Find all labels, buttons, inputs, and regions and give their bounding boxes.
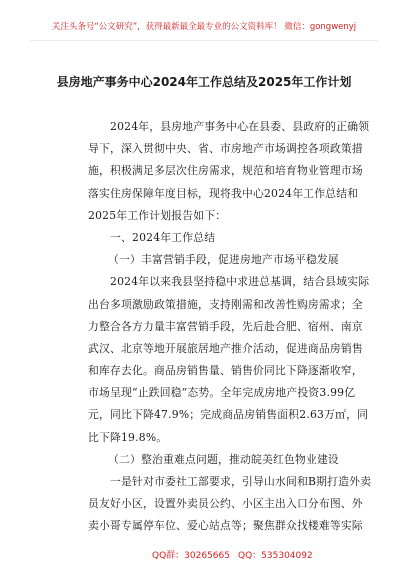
body-line: 2025年工作计划报告如下： [88, 208, 227, 222]
banner-divider [30, 40, 378, 41]
document-title: 县房地产事务中心2024年工作总结及2025年工作计划 [56, 75, 352, 89]
body-line: 武汉、北京等地开展旅居地产推介活动，促进商品房销售 [88, 341, 363, 355]
subsection-heading: （一）丰富营销手段，促进房地产市场平稳发展 [108, 253, 339, 267]
document-body [88, 116, 372, 538]
body-line: 卖小哥专属停车位、爱心站点等；聚焦群众找楼难等实际 [88, 519, 363, 533]
body-line: 2024年以来我县坚持稳中求进总基调，结合县域实际 [110, 275, 370, 289]
body-line: 力整合各方力量丰富营销手段，先后赴合肥、宿州、南京 [88, 319, 363, 333]
section-heading: 一、2024年工作总结 [110, 230, 216, 244]
body-line: 施，积极满足多层次住房需求，规范和培育物业管理市场 [88, 164, 363, 178]
body-line: 出台多项激励政策措施，支持刚需和改善性购房需求；全 [88, 297, 363, 311]
footer-qq-contact: QQ：535304092 [238, 551, 313, 561]
body-line: 元，同比下降47.9%；完成商品房销售面积2.63万㎡，同 [88, 408, 369, 422]
body-line: 导下，深入贯彻中央、省、市房地产市场调控各项政策措 [88, 142, 363, 156]
body-line: 一是针对市委社工部要求，引导山水间和B期打造外卖 [110, 475, 372, 488]
body-line: 和库存去化。商品房销售量、销售价同比下降逐渐收窄， [88, 364, 363, 378]
footer-qq-group: QQ群：30265665 [152, 551, 230, 561]
body-line: 2024年，县房地产事务中心在县委、县政府的正确领 [110, 120, 370, 133]
body-line: 市场呈现“止跌回稳”态势。全年完成房地产投资3.99亿 [88, 386, 356, 400]
subsection-heading: （二）整治重难点问题，推动皖美红色物业建设 [108, 452, 339, 466]
body-line: 落实住房保障年度目标，现将我中心2024年工作总结和 [88, 186, 359, 200]
body-line: 比下降19.8%。 [88, 430, 168, 444]
body-line: 员友好小区，设置外卖员公约、小区主出入口分布图、外 [88, 497, 363, 511]
promo-banner: 关注头条号“公文研究”，获得最新最全最专业的公文资料库！ 微信：gongwenyj [51, 22, 357, 32]
